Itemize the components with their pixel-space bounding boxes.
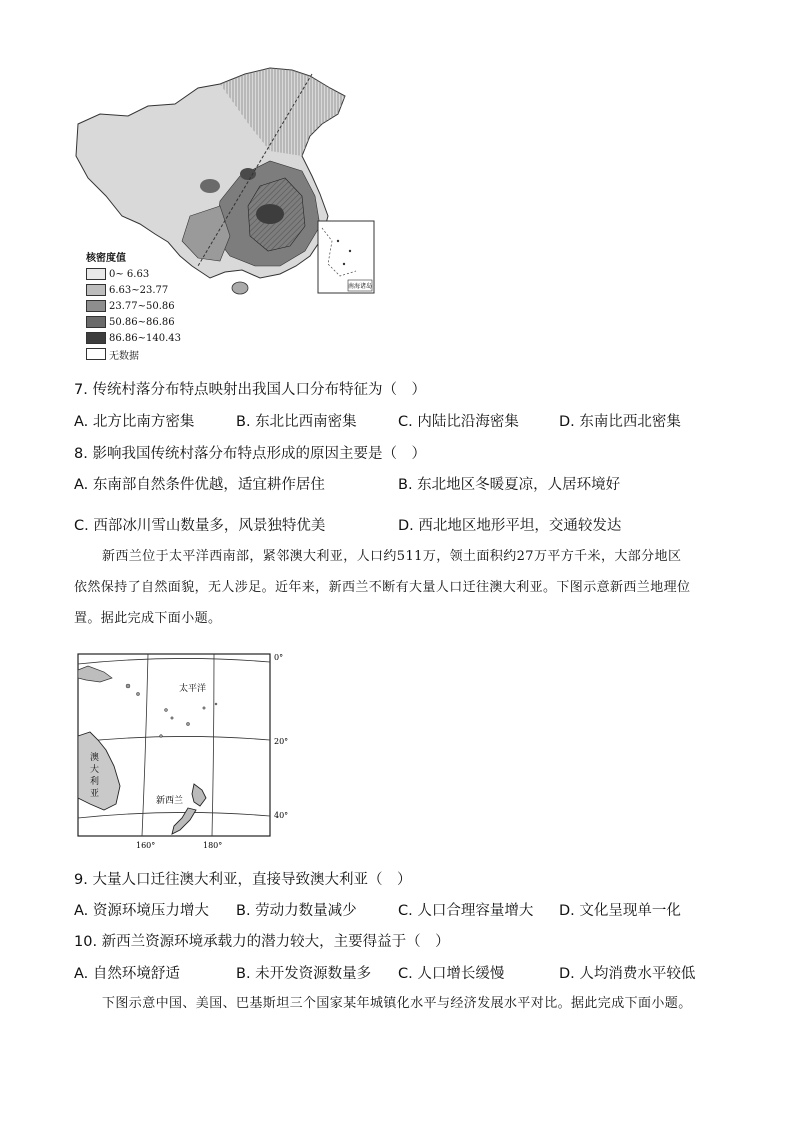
passage-newzealand [74, 541, 724, 634]
lat-label-0: 0° [274, 653, 284, 662]
legend-item: 0~ 6.63 [86, 266, 181, 282]
question-8-stem: 8. 影响我国传统村落分布特点形成的原因主要是（ ） [74, 446, 426, 462]
q10-option-a: A. 自然环境舒适 [74, 966, 180, 982]
q8-option-c: C. 西部冰川雪山数量多，风景独特优美 [74, 518, 326, 534]
q10-option-c: C. 人口增长缓慢 [398, 966, 505, 982]
newzealand-label: 新西兰 [156, 796, 184, 806]
passage-line: 依然保持了自然面貌，无人涉足。近年来，新西兰不断有大量人口迁往澳大利亚。下图示意新西兰地理位 [74, 580, 691, 595]
passage-line: 新西兰位于太平洋西南部，紧邻澳大利亚，人口约511万，领土面积约27万平方千米，大部分地区 [102, 549, 682, 564]
q8-option-a: A. 东南部自然条件优越，适宜耕作居住 [74, 477, 325, 493]
legend-swatch [86, 316, 106, 328]
legend-item: 23.77~50.86 [86, 298, 181, 314]
q7-option-c: C. 内陆比沿海密集 [398, 414, 519, 430]
question-7-stem: 7. 传统村落分布特点映射出我国人口分布特征为（ ） [74, 382, 426, 398]
legend-item: 50.86~86.86 [86, 314, 181, 330]
q9-option-d: D. 文化呈现单一化 [559, 903, 681, 919]
lon-label-160: 160° [136, 841, 156, 850]
q7-option-b: B. 东北比西南密集 [236, 414, 357, 430]
question-9-stem: 9. 大量人口迁往澳大利亚，直接导致澳大利亚（ ） [74, 872, 412, 888]
legend-swatch [86, 300, 106, 312]
map1-legend [86, 249, 181, 362]
q7-option-a: A. 北方比南方密集 [74, 414, 195, 430]
passage-line: 置。据此完成下面小题。 [74, 611, 222, 626]
legend-swatch [86, 268, 106, 280]
pacific-ocean-label: 太平洋 [179, 684, 207, 694]
lat-label-40: 40° [274, 811, 289, 820]
legend-swatch [86, 332, 106, 344]
china-density-map [70, 66, 380, 366]
nz-map-svg [76, 648, 292, 852]
legend-item: 6.63~23.77 [86, 282, 181, 298]
q8-option-b: B. 东北地区冬暖夏凉，人居环境好 [398, 477, 621, 493]
legend-swatch [86, 284, 106, 296]
legend-item: 无数据 [86, 346, 181, 362]
inset-label: 南海诸岛 [347, 283, 373, 290]
legend-item: 86.86~140.43 [86, 330, 181, 346]
question-10-stem: 10. 新西兰资源环境承载力的潜力较大，主要得益于（ ） [74, 934, 450, 950]
legend-title: 核密度值 [86, 253, 126, 264]
lat-label-20: 20° [274, 737, 289, 746]
q10-option-d: D. 人均消费水平较低 [559, 966, 696, 982]
newzealand-map [76, 648, 292, 852]
legend-swatch [86, 348, 106, 360]
q7-option-d: D. 东南比西北密集 [559, 414, 681, 430]
q9-option-b: B. 劳动力数量减少 [236, 903, 357, 919]
passage-urbanization: 下图示意中国、美国、巴基斯坦三个国家某年城镇化水平与经济发展水平对比。据此完成下面小题。 [102, 996, 692, 1011]
q9-option-a: A. 资源环境压力增大 [74, 903, 209, 919]
lon-label-180: 180° [203, 841, 223, 850]
q10-option-b: B. 未开发资源数量多 [236, 966, 372, 982]
australia-label: 澳大利亚 [90, 753, 100, 799]
q9-option-c: C. 人口合理容量增大 [398, 903, 534, 919]
q8-option-d: D. 西北地区地形平坦，交通较发达 [398, 518, 622, 534]
